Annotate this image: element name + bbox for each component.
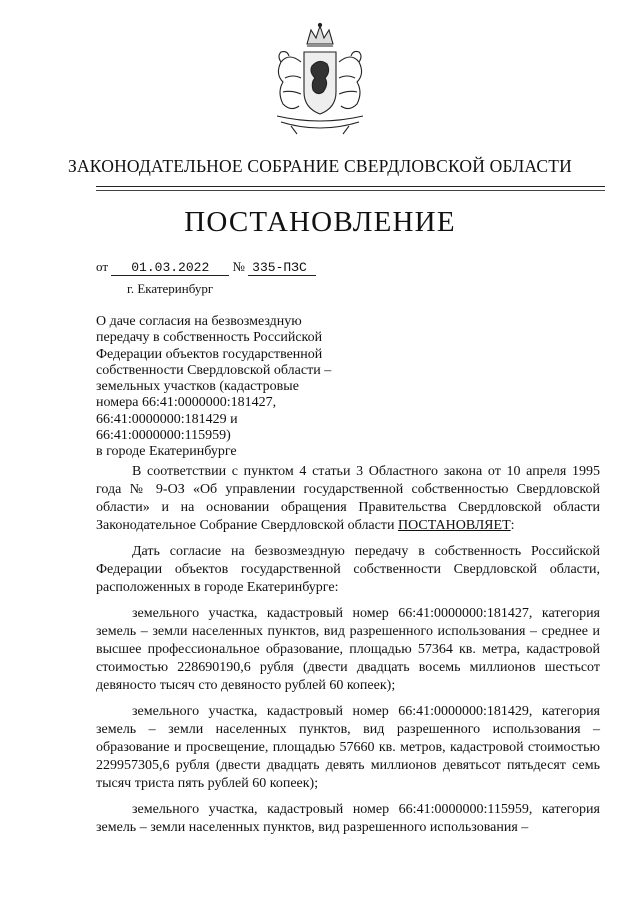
subject-line: О даче согласия на безвозмездную xyxy=(96,314,302,329)
body-paragraph-preamble xyxy=(96,463,600,535)
body-paragraph-parcel-3: земельного участка, кадастровый номер 66:41:0000000:115959, категория земель – земли населенных пунктов, вид разрешенного использования – xyxy=(96,802,600,835)
subject-line: номера 66:41:0000000:181427, xyxy=(96,395,277,411)
date-prefix: от xyxy=(96,259,109,274)
document-number: 335-ПЗС xyxy=(248,260,316,276)
document-body xyxy=(96,463,600,837)
header-rule-thick xyxy=(96,186,605,187)
number-prefix: № xyxy=(232,259,245,274)
header-rule-thin xyxy=(96,190,605,191)
subject-line: собственности Свердловской области – xyxy=(96,362,332,378)
subject-line: в городе Екатеринбурге xyxy=(96,444,237,460)
document-date: 01.03.2022 xyxy=(111,260,229,276)
subject-line: 66:41:0000000:181429 и xyxy=(96,411,238,427)
body-paragraph-parcel-2: земельного участка, кадастровый номер 66:41:0000000:181429, категория земель – земли населенных пунктов, вид разрешенного использования – образование и просвещение, площадью 57660 кв. метров, кадастровой стоимостью 229957305,6 рубля (двести двадцать девять миллионов девятьсот пятьдесят семь тысяч триста пять рублей 60 копеек); xyxy=(96,704,600,791)
subject-line: земельных участков (кадастровые xyxy=(96,379,299,395)
body-paragraph-parcel-1: земельного участка, кадастровый номер 66:41:0000000:181427, категория земель – земли населенных пунктов, вид разрешенного использования – среднее и высшее профессиональное образование, площадью 57364 кв. метра, кадастровой стоимостью 228690190,6 рубля (двести двадцать восемь миллионов шестьсот девяносто тысяч сто девяносто рублей 60 копеек); xyxy=(96,606,600,693)
resolves-keyword: ПОСТАНОВЛЯЕТ xyxy=(397,518,511,533)
document-type-title: ПОСТАНОВЛЕНИЕ xyxy=(184,206,456,238)
preamble-text: В соответствии с пунктом 4 статьи 3 Областного закона от 10 апреля 1995 года № 9-ОЗ «Об управлении государственной собственностью Свердловской области» и на основании обращения Правительства Свердловской области Законодательное Собрание Свердловской области xyxy=(96,464,600,533)
city-line: г. Екатеринбург xyxy=(127,281,214,296)
subject-line: 66:41:0000000:115959) xyxy=(96,428,231,444)
subject-line: передачу в собственность Российской xyxy=(96,330,323,346)
preamble-end: : xyxy=(510,518,515,533)
body-paragraph-consent: Дать согласие на безвозмездную передачу в собственность Российской Федерации объектов государственной собственности Свердловской области, расположенных в городе Екатеринбурге: xyxy=(96,544,600,595)
organization-name: ЗАКОНОДАТЕЛЬНОЕ СОБРАНИЕ СВЕРДЛОВСКОЙ ОБЛАСТИ xyxy=(68,156,572,176)
date-number-line xyxy=(96,259,316,276)
coat-of-arms-emblem xyxy=(267,22,373,138)
subject-line: Федерации объектов государственной xyxy=(96,346,323,362)
document-subject xyxy=(96,314,366,461)
